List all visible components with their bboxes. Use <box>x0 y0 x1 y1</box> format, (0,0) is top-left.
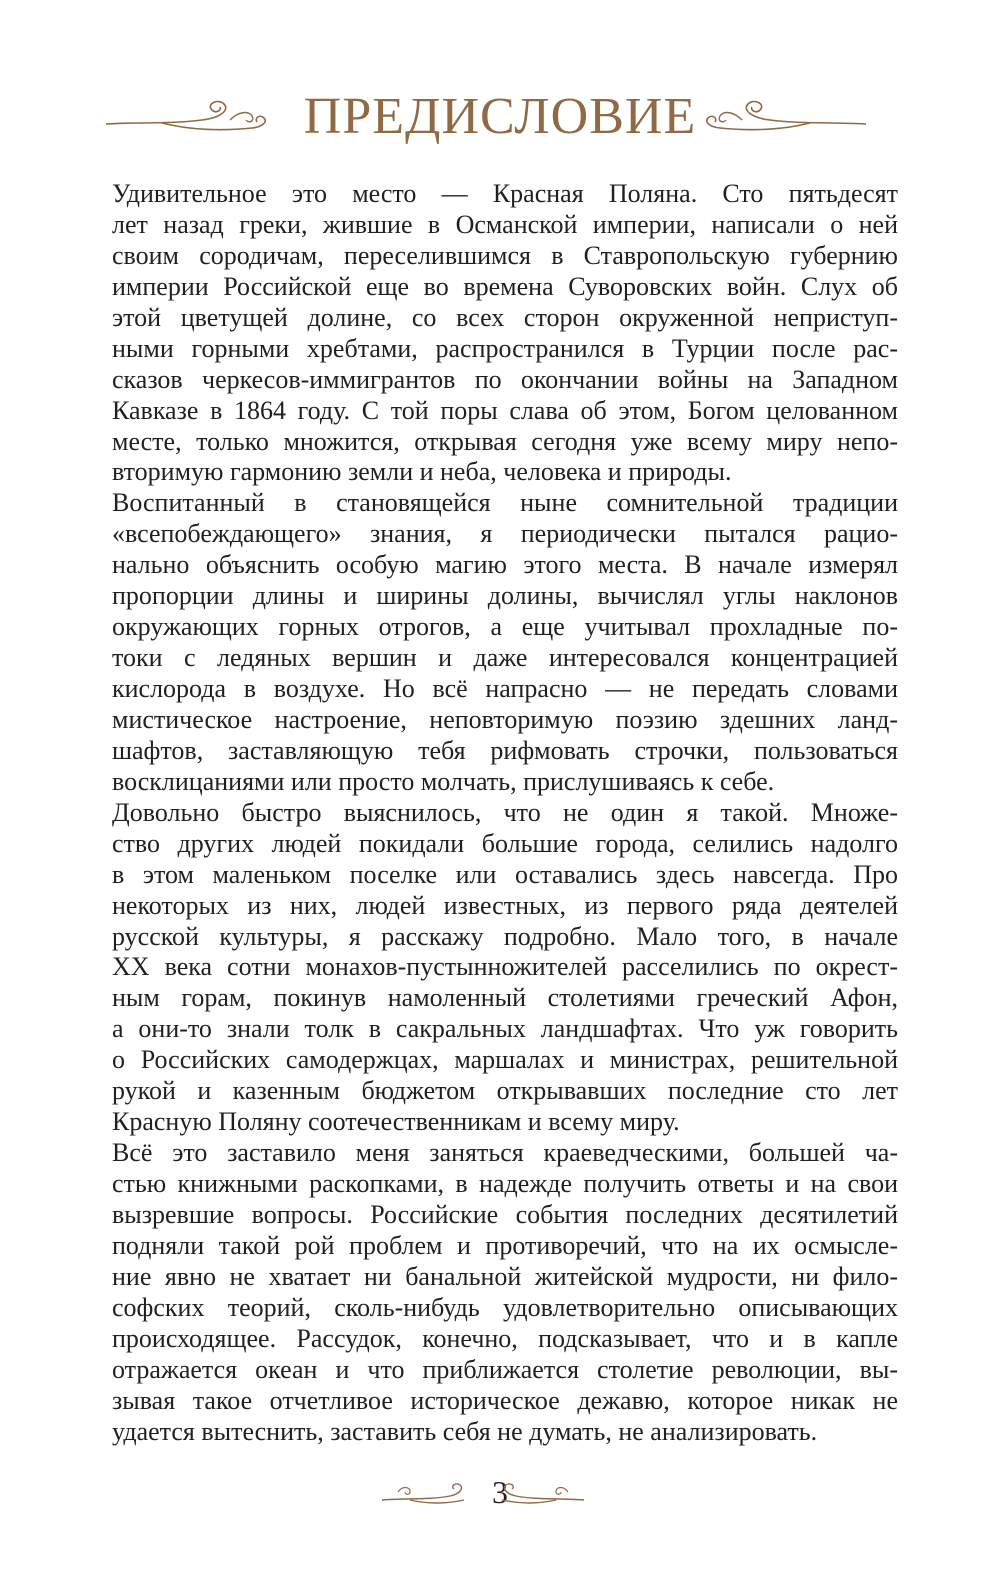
text-line: софских теорий, сколь-нибудь удовлетворительно описывающих <box>112 1292 898 1322</box>
text-line: Кавказе в 1864 году. С той поры слава об этом, Богом целованном <box>112 395 898 425</box>
text-line: некоторых из них, людей известных, из первого ряда деятелей <box>112 890 898 920</box>
text-line: вторимую гармонию земли и неба, человека и природы. <box>112 457 732 487</box>
paragraph <box>112 1138 898 1447</box>
text-line: ство других людей покидали большие города, селились надолго <box>112 828 898 858</box>
text-line: восклицаниями или просто молчать, прислушиваясь к себе. <box>112 766 775 796</box>
text-line: ние явно не хватает ни банальной житейской мудрости, ни фило- <box>112 1261 898 1291</box>
text-line: стью книжными раскопками, в надежде получить ответы и на свои <box>112 1169 898 1198</box>
preface-body <box>112 179 898 1447</box>
text-line: Удивительное это место — Красная Поляна. Сто пятьдесят <box>112 179 898 208</box>
paragraph <box>112 488 898 797</box>
text-line: «всепобеждающего» знания, я периодически пытался рацио- <box>112 519 898 549</box>
paragraph <box>112 179 898 488</box>
paragraph <box>112 798 898 1138</box>
text-line: нально объяснить особую магию этого места. В начале измерял <box>112 550 898 580</box>
text-line: XX века сотни монахов-пустынножителей расселились по окрест- <box>112 952 898 982</box>
text-line: русской культуры, я расскажу подробно. Мало того, в начале <box>112 921 898 951</box>
text-line: ным горам, покинув намоленный столетиями греческий Афон, <box>112 983 898 1013</box>
page-title: ПРЕДИСЛОВИЕ <box>303 88 697 145</box>
text-line: в этом маленьком поселке или оставались здесь навсегда. Про <box>112 859 898 889</box>
text-line: отражается океан и что приближается столетие революции, вы- <box>112 1354 898 1384</box>
text-line: Всё это заставило меня заняться краеведческими, большей ча- <box>112 1138 898 1168</box>
footer-flourish-right-icon <box>498 1480 586 1506</box>
text-line: зывая такое отчетливое историческое дежавю, которое никак не <box>112 1385 898 1415</box>
text-line: окружающих горных отрогов, а еще учитывал прохладные по- <box>112 612 898 642</box>
text-line: кислорода в воздухе. Но всё напрасно — не передать словами <box>112 674 898 703</box>
text-line: сказов черкесов-иммигрантов по окончании войны на Западном <box>112 364 898 394</box>
text-line: лет назад греки, жившие в Османской империи, написали о ней <box>112 209 898 239</box>
page-number: 3 <box>492 1474 508 1510</box>
text-line: этой цветущей долине, со всех сторон окруженной неприступ- <box>112 302 898 332</box>
text-line: подняли такой рой проблем и противоречий, что на их осмысле- <box>112 1230 898 1260</box>
text-line: месте, только множится, открывая сегодня уже всему миру непо- <box>112 426 898 456</box>
text-line: о Российских самодержцах, маршалах и министрах, решительной <box>112 1045 898 1075</box>
text-line: мистическое настроение, неповторимую поэзию здешних ланд- <box>112 704 898 734</box>
text-line: пропорции длины и ширины долины, вычислял углы наклонов <box>112 581 898 611</box>
text-line: Красную Поляну соотечественникам и всему миру. <box>112 1107 680 1137</box>
text-line: рукой и казенным бюджетом открывавших последние сто лет <box>112 1076 898 1106</box>
text-line: Воспитанный в становящейся ныне сомнительной традиции <box>112 488 898 518</box>
text-line: токи с ледяных вершин и даже интересовался концентрацией <box>112 643 898 673</box>
text-line: а они-то знали толк в сакральных ландшафтах. Что уж говорить <box>112 1014 898 1044</box>
text-line: ными горными хребтами, распространился в Турции после рас- <box>112 333 898 363</box>
text-line: Довольно быстро выяснилось, что не один я такой. Множе- <box>112 797 898 827</box>
text-line: вызревшие вопросы. Российские события последних десятилетий <box>112 1199 898 1229</box>
page-footer <box>0 1470 1000 1520</box>
flourish-ornament-right-icon <box>700 98 870 138</box>
text-line: империи Российской еще во времена Суворовских войн. Слух об <box>112 271 898 301</box>
chapter-header <box>0 84 1000 164</box>
text-line: происходящее. Рассудок, конечно, подсказывает, что и в капле <box>112 1323 898 1353</box>
text-line: своим сородичам, переселившимся в Ставропольскую губернию <box>112 240 898 270</box>
text-line: удается вытеснить, заставить себя не думать, не анализировать. <box>112 1416 818 1446</box>
text-line: шафтов, заставляющую тебя рифмовать строчки, пользоваться <box>112 735 898 765</box>
